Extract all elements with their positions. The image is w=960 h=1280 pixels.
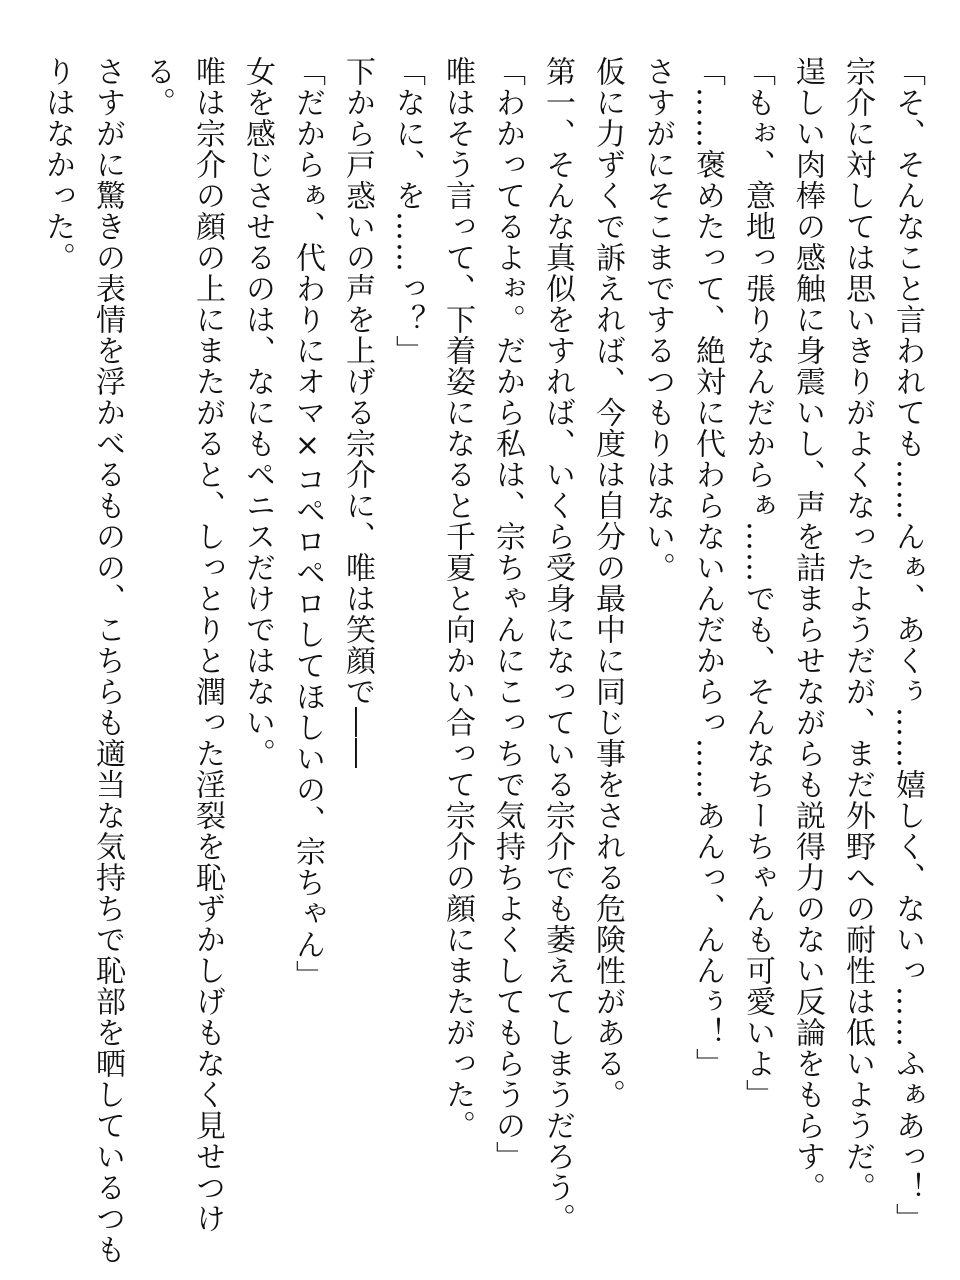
text-line-14: 女を感じさせるのは、なにもペニスだけではない。 xyxy=(240,56,275,769)
text-line-3: 逞しい肉棒の感触に身震いし、声を詰まらせながらも説得力のない反論をもらす。 xyxy=(790,56,825,1203)
text-line-2: 宗介に対しては思いきりがよくなったようだが、まだ外野への耐性は低いようだ。 xyxy=(840,56,875,1203)
text-line-13: 「だからぁ、代わりにオマ×コペロペロしてほしいの、宗ちゃん」 xyxy=(290,56,325,991)
text-line-11: 「なに、を……っ？」 xyxy=(390,56,425,366)
text-line-10: 唯はそう言って、下着姿になると千夏と向かい合って宗介の顔にまたがった。 xyxy=(440,56,475,1141)
text-line-7: 仮に力ずくで訴えれば、今度は自分の最中に同じ事をされる危険性がある。 xyxy=(590,56,625,1110)
text-line-12: 下から戸惑いの声を上げる宗介に、唯は笑顔で―― xyxy=(340,56,375,769)
text-line-17: さすがに驚きの表情を浮かべるものの、こちらも適当な気持ちで恥部を晒しているつも xyxy=(90,56,125,1265)
text-line-16: る。 xyxy=(140,56,175,118)
text-line-4: 「もぉ、意地っ張りなんだからぁ……でも、そんなちーちゃんも可愛いよ」 xyxy=(740,56,775,1110)
text-line-8: 第一、そんな真似をすれば、いくら受身になっている宗介でも萎えてしまうだろう。 xyxy=(540,56,575,1234)
text-line-9: 「わかってるよぉ。だから私は、宗ちゃんにこっちで気持ちよくしてもらうの」 xyxy=(490,56,525,1172)
text-line-5: 「……褒めたって、絶対に代わらないんだからっ……あんっ、んんぅ！」 xyxy=(690,56,725,1079)
text-line-15: 唯は宗介の顔の上にまたがると、しっとりと潤った淫裂を恥ずかしげもなく見せつけ xyxy=(190,56,225,1234)
text-line-18: りはなかった。 xyxy=(40,56,75,273)
vertical-text-body xyxy=(32,56,932,1265)
text-line-1: 「そ、そんなこと言われても……んぁ、あくぅ……嬉しく、ないっ……ふぁあっ！」 xyxy=(890,56,925,1234)
text-line-6: さすがにそこまでするつもりはない。 xyxy=(640,56,675,583)
